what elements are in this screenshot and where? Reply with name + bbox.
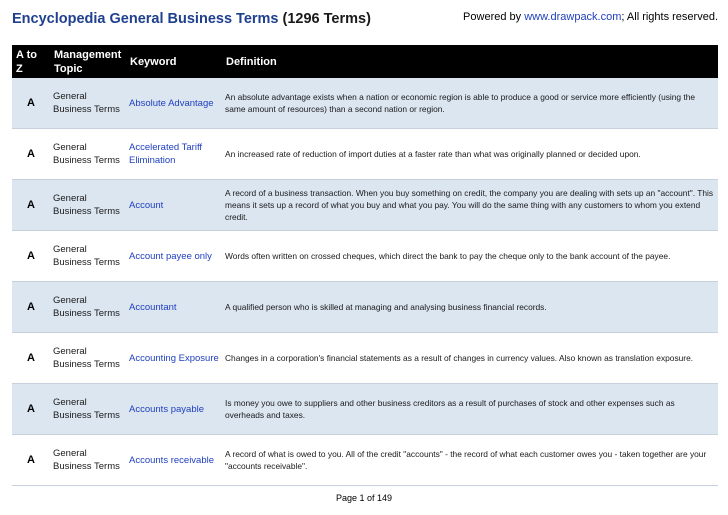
table-row [12,435,718,486]
definition-cell: An increased rate of reduction of import duties at a faster rate than what was originally planned or decided upon. [222,129,718,180]
definition-cell: Words often written on crossed cheques, which direct the bank to pay the cheque only to the bank account of the payee. [222,231,718,282]
letter-cell: A [12,180,50,231]
keyword-cell[interactable]: Accelerated Tariff Elimination [126,129,222,180]
topic-cell: General Business Terms [50,180,126,231]
topic-cell: General Business Terms [50,129,126,180]
table-row [12,180,718,231]
topic-cell: General Business Terms [50,435,126,486]
definition-cell: A record of what is owed to you. All of the credit "accounts" - the record of what each customer owes you - taken together are your "accounts receivable". [222,435,718,486]
table-header-row [12,45,718,78]
col-header-a-to-z: A to Z [12,45,50,78]
keyword-cell[interactable]: Absolute Advantage [126,78,222,129]
definition-cell: A record of a business transaction. When you buy something on credit, the company you are dealing with sets up an "account". This means it sets up a record of what you buy and what you pay. You will do the same thing with any customers to whom you extend credit. [222,180,718,231]
keyword-cell[interactable]: Accountant [126,282,222,333]
col-header-definition: Definition [222,45,718,78]
letter-cell: A [12,78,50,129]
definition-cell: A qualified person who is skilled at managing and analysing business financial records. [222,282,718,333]
letter-cell: A [12,333,50,384]
table-row [12,129,718,180]
table-row [12,78,718,129]
keyword-cell[interactable]: Accounts receivable [126,435,222,486]
table-row [12,384,718,435]
table-row [12,282,718,333]
terms-table [12,45,718,486]
definition-cell: An absolute advantage exists when a nation or economic region is able to produce a good or service more efficiently (using the same amount of resources) than a second nation or region. [222,78,718,129]
topic-cell: General Business Terms [50,333,126,384]
definition-cell: Changes in a corporation's financial statements as a result of changes in currency values. Also known as translation exposure. [222,333,718,384]
keyword-cell[interactable]: Accounting Exposure [126,333,222,384]
topic-cell: General Business Terms [50,78,126,129]
page-header [12,9,718,31]
definition-cell: Is money you owe to suppliers and other business creditors as a result of purchases of stock and other expenses such as overheads and taxes. [222,384,718,435]
letter-cell: A [12,282,50,333]
title-text: Encyclopedia General Business Terms [12,11,279,27]
topic-cell: General Business Terms [50,282,126,333]
letter-cell: A [12,231,50,282]
powered-prefix: Powered by [463,11,525,23]
keyword-cell[interactable]: Account [126,180,222,231]
topic-cell: General Business Terms [50,231,126,282]
col-header-topic: Management Topic [50,45,126,78]
powered-suffix: ; All rights reserved. [621,11,718,23]
powered-by [463,11,718,23]
table-row [12,231,718,282]
topic-cell: General Business Terms [50,384,126,435]
col-header-keyword: Keyword [126,45,222,78]
keyword-cell[interactable]: Accounts payable [126,384,222,435]
keyword-cell[interactable]: Account payee only [126,231,222,282]
letter-cell: A [12,129,50,180]
letter-cell: A [12,384,50,435]
document-title [12,11,371,27]
letter-cell: A [12,435,50,486]
page-number: Page 1 of 149 [335,493,393,503]
term-count: (1296 Terms) [282,11,371,27]
table-row [12,333,718,384]
drawpack-link[interactable]: www.drawpack.com [524,11,622,23]
